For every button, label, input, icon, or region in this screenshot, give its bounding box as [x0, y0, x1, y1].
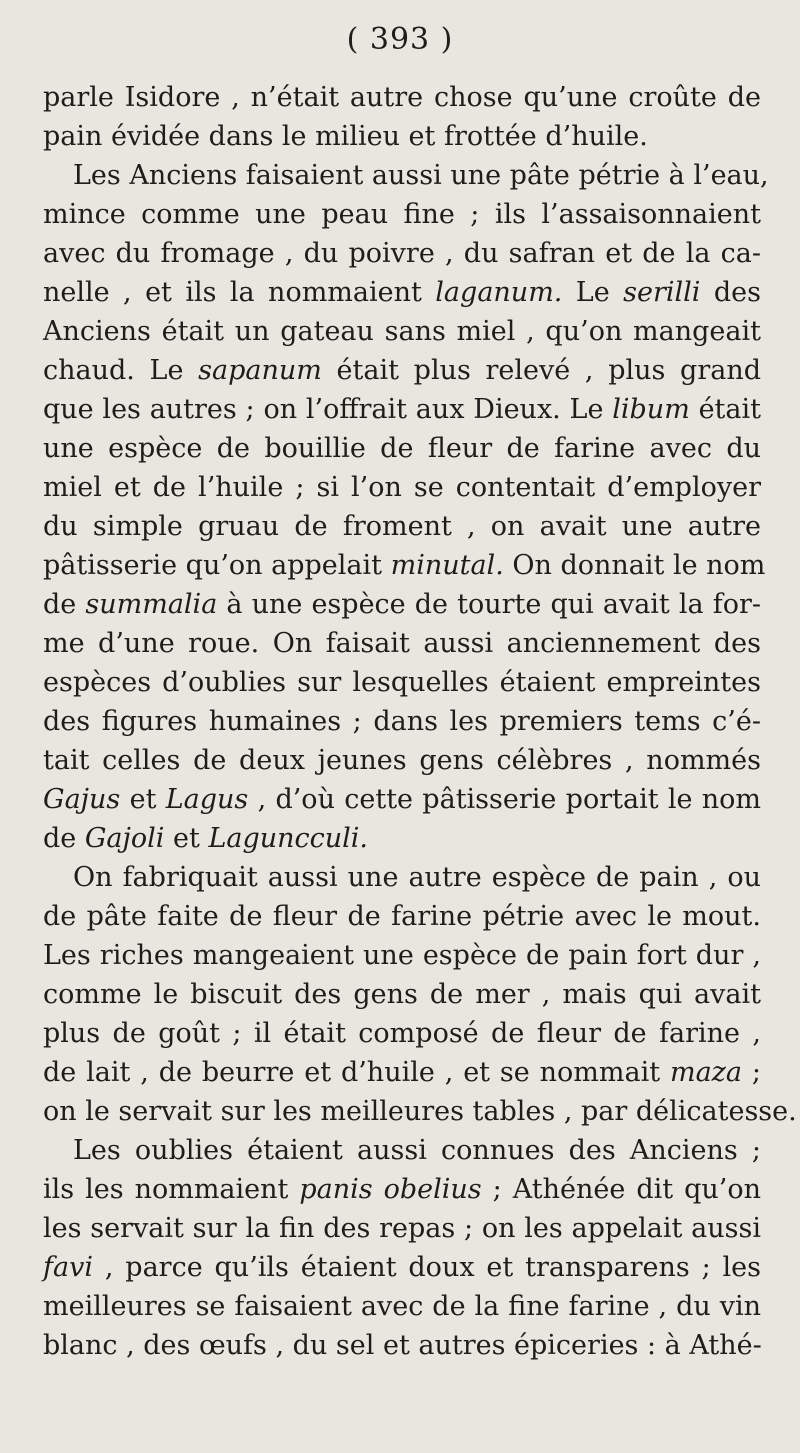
- text-line: de lait , de beurre et d’huile , et se nommait maza ;: [43, 1057, 762, 1088]
- text-line: nelle , et ils la nommaient laganum. Le serilli des: [43, 277, 762, 308]
- text-line: mince comme une peau fine ; ils l’assaisonnaient: [43, 199, 761, 230]
- text-line: du simple gruau de froment , on avait une autre: [43, 511, 761, 542]
- text-line: de Gajoli et Laguncculi.: [43, 823, 369, 854]
- text-line: blanc , des œufs , du sel et autres épiceries : à Athé-: [43, 1330, 762, 1361]
- paragraph: [43, 156, 769, 858]
- text-line: meilleures se faisaient avec de la fine farine , du vin: [43, 1291, 761, 1322]
- text-line: une espèce de bouillie de fleur de farine avec du: [43, 433, 761, 464]
- text-line: Anciens était un gateau sans miel , qu’on mangeait: [43, 316, 761, 347]
- text-line: avec du fromage , du poivre , du safran et de la ca-: [43, 238, 761, 269]
- paragraph: [43, 1131, 761, 1365]
- text-line: on le servait sur les meilleures tables , par délicatesse.: [43, 1096, 797, 1127]
- text-line: parle Isidore , n’était autre chose qu’une croûte de: [43, 82, 761, 113]
- text-line: tait celles de deux jeunes gens célèbres , nommés: [43, 745, 761, 776]
- text-line: de summalia à une espèce de tourte qui avait la for-: [43, 589, 761, 620]
- text-line: favi , parce qu’ils étaient doux et transparens ; les: [43, 1252, 761, 1283]
- text-body: [43, 78, 797, 1365]
- text-line: de pâte faite de fleur de farine pétrie avec le mout.: [43, 901, 761, 932]
- paragraph: [43, 78, 761, 156]
- text-line: miel et de l’huile ; si l’on se contentait d’employer: [43, 472, 761, 503]
- page-number: ( 393 ): [346, 22, 454, 57]
- text-line: comme le biscuit des gens de mer , mais qui avait: [43, 979, 761, 1010]
- text-line: Les riches mangeaient une espèce de pain fort dur ,: [43, 940, 761, 971]
- text-line: ils les nommaient panis obelius ; Athénée dit qu’on: [43, 1174, 761, 1205]
- text-line: pâtisserie qu’on appelait minutal. On donnait le nom: [43, 550, 766, 581]
- text-line: plus de goût ; il était composé de fleur de farine ,: [43, 1018, 761, 1049]
- text-line: espèces d’oublies sur lesquelles étaient empreintes: [43, 667, 761, 698]
- text-line: Les oublies étaient aussi connues des Anciens ;: [73, 1135, 761, 1166]
- paragraph: [43, 858, 797, 1131]
- text-line: que les autres ; on l’offrait aux Dieux. Le libum était: [43, 394, 761, 425]
- text-line: des figures humaines ; dans les premiers tems c’é-: [43, 706, 761, 737]
- text-line: les servait sur la fin des repas ; on les appelait aussi: [43, 1213, 761, 1244]
- text-line: chaud. Le sapanum était plus relevé , plus grand: [43, 355, 762, 386]
- text-line: Gajus et Lagus , d’où cette pâtisserie portait le nom: [43, 784, 761, 815]
- text-line: On fabriquait aussi une autre espèce de pain , ou: [73, 862, 761, 893]
- text-line: pain évidée dans le milieu et frottée d’huile.: [43, 121, 648, 152]
- text-line: me d’une roue. On faisait aussi anciennement des: [43, 628, 761, 659]
- text-line: Les Anciens faisaient aussi une pâte pétrie à l’eau,: [73, 160, 769, 191]
